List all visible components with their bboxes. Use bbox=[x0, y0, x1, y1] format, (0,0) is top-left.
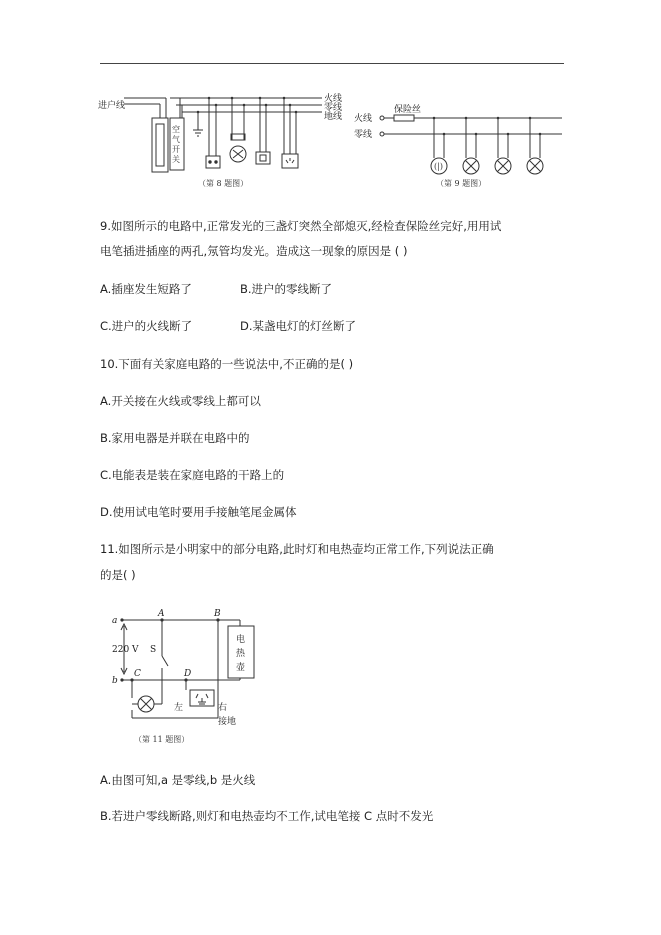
fig9-fuse-label: 保险丝 bbox=[394, 105, 422, 115]
q11-stem-line2: 的是( ) bbox=[100, 568, 136, 582]
fig11-kettle-char-1: 电 bbox=[236, 635, 246, 645]
header-rule bbox=[100, 63, 564, 64]
figure-9-circuit bbox=[352, 104, 566, 192]
fig11-point-C: C bbox=[134, 669, 141, 679]
fig11-point-a: a bbox=[112, 616, 118, 626]
fig11-kettle-char-3: 壶 bbox=[236, 663, 246, 673]
q10-option-d: D.使用试电笔时要用手接触笔尾金属体 bbox=[100, 505, 297, 519]
q10-option-b: B.家用电器是并联在电路中的 bbox=[100, 431, 250, 445]
fig8-switch-char-2: 气 bbox=[172, 135, 180, 144]
q9-stem-line2: 电笔插进插座的两孔,氖管均发光。造成这一现象的原因是 ( ) bbox=[100, 244, 408, 258]
q10-stem: 10.下面有关家庭电路的一些说法中,不正确的是( ) bbox=[100, 357, 354, 371]
fig8-switch-char-4: 关 bbox=[172, 155, 180, 164]
fig8-switch-char-3: 开 bbox=[172, 145, 180, 154]
q11-option-a: A.由图可知,a 是零线,b 是火线 bbox=[100, 773, 256, 787]
fig11-right-label: 右 bbox=[218, 703, 228, 713]
q10-option-a: A.开关接在火线或零线上都可以 bbox=[100, 394, 261, 408]
fig11-kettle-char-2: 热 bbox=[236, 649, 246, 659]
fig11-ground-label: 接地 bbox=[218, 717, 237, 727]
fig11-point-B: B bbox=[214, 609, 221, 619]
fig9-neutral-label: 零线 bbox=[354, 130, 373, 140]
fig8-entry-label: 进户线 bbox=[98, 101, 126, 111]
q11-option-b: B.若进户零线断路,则灯和电热壶均不工作,试电笔接 C 点时不发光 bbox=[100, 809, 434, 823]
q9-stem-line1: 9.如图所示的电路中,正常发光的三盏灯突然全部熄灭,经检查保险丝完好,用用试 bbox=[100, 219, 502, 233]
fig9-caption: （第 9 题图） bbox=[436, 179, 487, 188]
fig11-point-A: A bbox=[158, 609, 165, 619]
fig9-live-label: 火线 bbox=[354, 114, 373, 124]
fig11-point-b: b bbox=[112, 676, 118, 686]
q10-option-c: C.电能表是装在家庭电路的干路上的 bbox=[100, 468, 285, 482]
q9-option-d: D.某盏电灯的灯丝断了 bbox=[240, 319, 357, 333]
q11-stem-line1: 11.如图所示是小明家中的部分电路,此时灯和电热壶均正常工作,下列说法正确 bbox=[100, 542, 494, 556]
fig11-caption: （第 11 题图） bbox=[134, 735, 190, 744]
fig8-switch-char-1: 空 bbox=[172, 125, 180, 134]
figure-8-circuit bbox=[96, 88, 352, 192]
fig8-caption: （第 8 题图） bbox=[198, 179, 249, 188]
q9-option-b: B.进户的零线断了 bbox=[240, 282, 333, 296]
fig8-ground-label: 地线 bbox=[324, 112, 343, 122]
figure-11-circuit bbox=[106, 606, 266, 748]
fig11-voltage-label: 220 V bbox=[112, 645, 139, 655]
fig9-socket-glyph: (|) bbox=[434, 162, 443, 171]
fig11-point-D: D bbox=[184, 669, 192, 679]
fig8-neutral-label: 零线 bbox=[324, 103, 343, 113]
fig8-live-label: 火线 bbox=[324, 94, 343, 104]
q9-option-c: C.进户的火线断了 bbox=[100, 319, 193, 333]
fig11-left-label: 左 bbox=[174, 703, 184, 713]
q9-option-a: A.插座发生短路了 bbox=[100, 282, 192, 296]
fig11-switch-label: S bbox=[150, 645, 157, 655]
